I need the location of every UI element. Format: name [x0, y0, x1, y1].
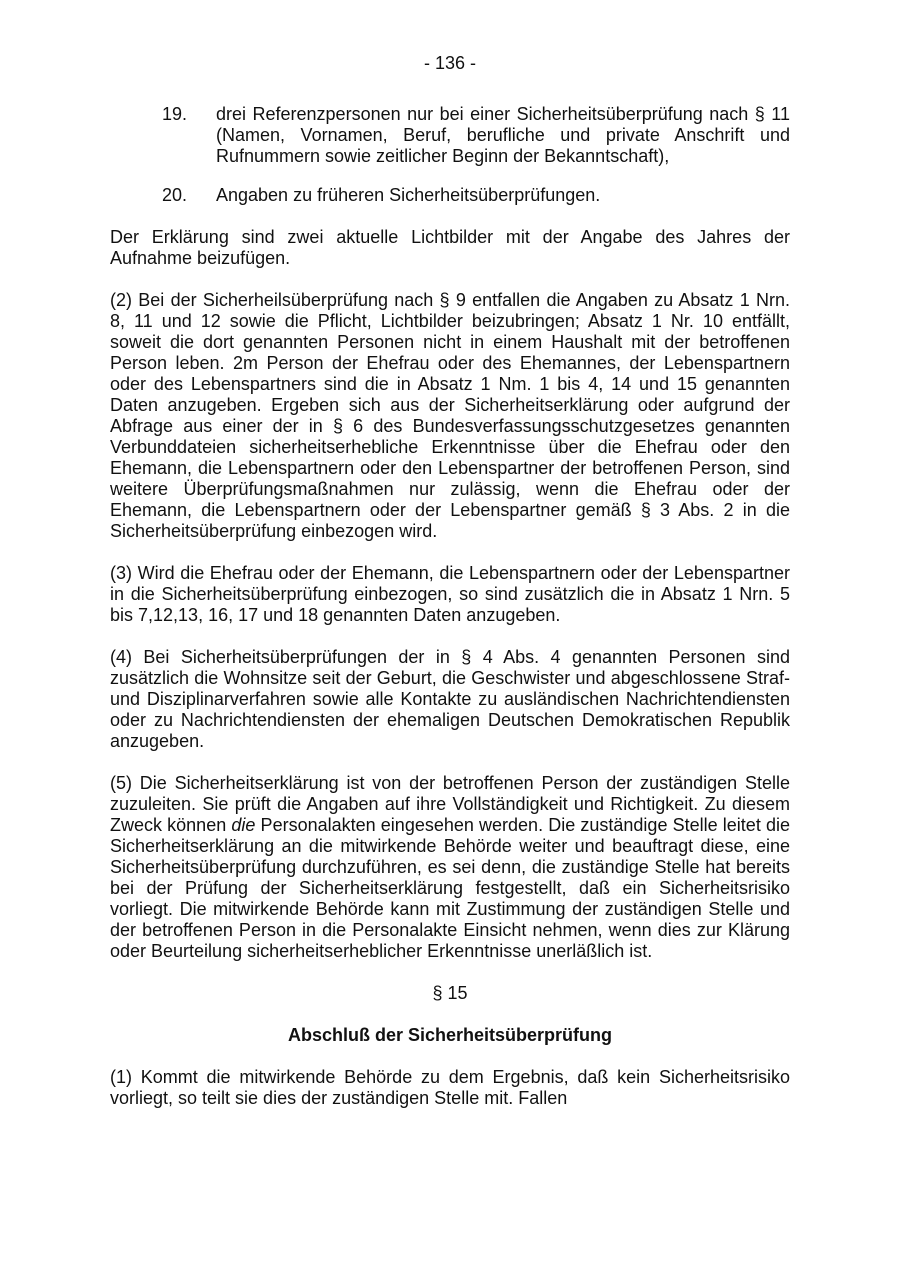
document-body	[110, 104, 790, 1130]
section-number: § 15	[432, 983, 468, 1003]
list-item-number: 19.	[162, 104, 188, 124]
page-number: - 136 -	[423, 53, 477, 73]
list-item-text: Angaben zu früheren Sicherheitsüberprüfungen.	[216, 185, 601, 205]
paragraph-photos: Der Erklärung sind zwei aktuelle Lichtbilder mit der Angabe des Jahres der Aufnahme beizufügen.	[110, 227, 790, 268]
list-item-text: drei Referenzpersonen nur bei einer Sicherheitsüberprüfung nach § 11 (Namen, Vornamen, Beruf, berufliche und private Anschrift und Rufnummern sowie zeitlicher Beginn der Bekanntschaft),	[216, 104, 790, 166]
section-title: Abschluß der Sicherheitsüberprüfung	[287, 1025, 613, 1045]
paragraph-3: (3) Wird die Ehefrau oder der Ehemann, die Lebenspartnern oder der Lebenspartner in die Sicherheitsüberprüfung einbezogen, so sind zusätzlich die in Absatz 1 Nrn. 5 bis 7,12,13, 16, 17 und 18 genannten Daten anzugeben.	[110, 563, 790, 625]
paragraph-15-1: (1) Kommt die mitwirkende Behörde zu dem Ergebnis, daß kein Sicherheitsrisiko vorliegt, so teilt sie dies der zuständigen Stelle mit. Fallen	[110, 1067, 790, 1108]
list-item-number: 20.	[162, 185, 188, 205]
paragraph-2: (2) Bei der Sicherheilsüberprüfung nach § 9 entfallen die Angaben zu Absatz 1 Nrn. 8, 11 und 12 sowie die Pflicht, Lichtbilder beizubringen; Absatz 1 Nr. 10 entfällt, soweit die dort genannten Personen nicht in einem Haushalt mit der betroffenen Person leben. 2m Person der Ehefrau oder des Ehemannes, der Lebenspartnern oder des Lebenspartners sind die in Absatz 1 Nm. 1 bis 4, 14 und 15 genannten Daten anzugeben. Ergeben sich aus der Sicherheitserklärung oder aufgrund der Abfrage aus einer der in § 6 des Bundesverfassungsschutzgesetzes genannten Verbunddateien sicherheitserhebliche Erkenntnisse über die Ehefrau oder den Ehemann, die Lebenspartnern oder den Lebenspartner der betroffenen Person, sind weitere Überprüfungsmaßnahmen nur zulässig, wenn die Ehefrau oder der Ehemann, die Lebenspartnern oder der Lebenspartner gemäß § 3 Abs. 2 in die Sicherheitsüberprüfung einbezogen wird.	[110, 290, 790, 541]
list-item	[110, 104, 790, 167]
paragraph-5	[110, 773, 790, 962]
list-item	[110, 185, 790, 206]
paragraph-4: (4) Bei Sicherheitsüberprüfungen der in § 4 Abs. 4 genannten Personen sind zusätzlich die Wohnsitze seit der Geburt, die Geschwister und abgeschlossene Straf- und Disziplinarverfahren sowie alle Kontakte zu ausländischen Nachrichtendiensten oder zu Nachrichtendiensten der ehemaligen Deutschen Demokratischen Republik anzugeben.	[110, 647, 790, 751]
paragraph-5-italic-word: die	[231, 815, 256, 835]
paragraph-5-text-before: (5) Die Sicherheitserklärung ist von der betroffenen Person der zuständigen Stelle zuzuleiten. Sie prüft die Angaben auf ihre Vollständigkeit und Richtigkeit. Zu diesem Zweck können	[110, 773, 790, 835]
paragraph-5-text-after: Personalakten eingesehen werden. Die zuständige Stelle leitet die Sicherheitserklärung an die mitwirkende Behörde weiter und beauftragt diese, eine Sicherheitsüberprüfung durchzuführen, es sei denn, die zuständige Stelle hat bereits bei der Prüfung der Sicherheitserklärung festgestellt, daß ein Sicherheitsrisiko vorliegt. Die mitwirkende Behörde kann mit Zustimmung der zuständigen Stelle und der betroffenen Person in die Personalakte Einsicht nehmen, wenn dies zur Klärung oder Beurteilung sicherheitserheblicher Erkenntnisse unerläßlich ist.	[110, 815, 790, 961]
